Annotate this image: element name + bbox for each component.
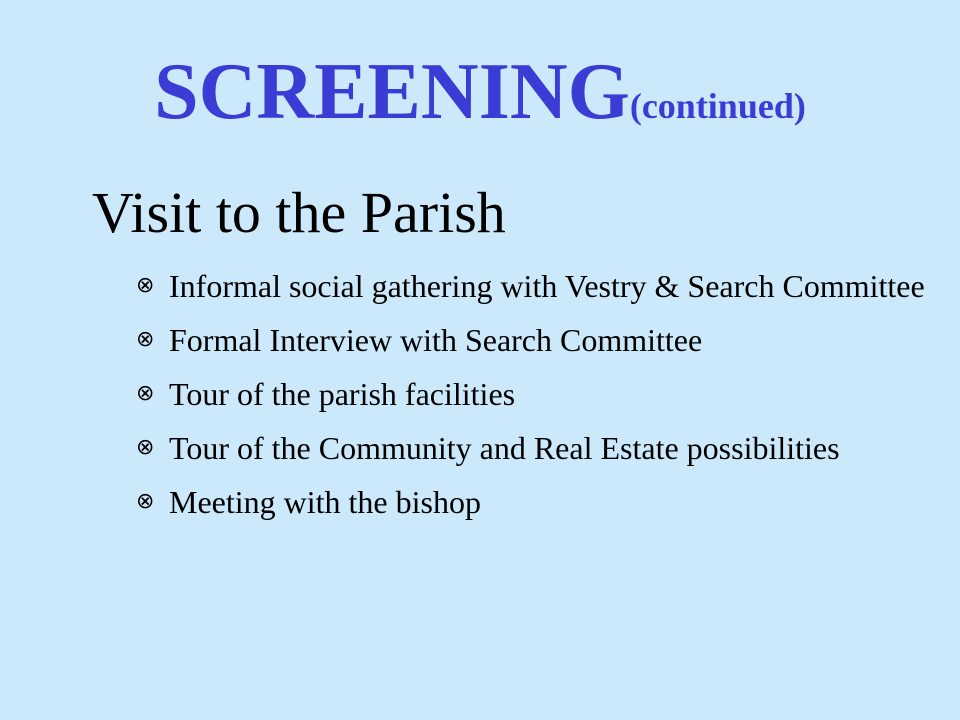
bullet-item	[136, 428, 936, 468]
bullet-text: Tour of the parish facilities	[169, 376, 516, 412]
bullet-list	[136, 266, 936, 536]
bullet-circle-icon: ⊗	[136, 435, 155, 460]
bullet-circle-icon: ⊗	[136, 327, 155, 352]
bullet-circle-icon: ⊗	[136, 381, 155, 406]
bullet-text: Meeting with the bishop	[169, 484, 481, 520]
bullet-text: Formal Interview with Search Committee	[169, 322, 703, 358]
bullet-item	[136, 266, 936, 306]
bullet-item	[136, 320, 936, 360]
bullet-circle-icon: ⊗	[136, 489, 155, 514]
bullet-text: Informal social gathering with Vestry & Search Committee	[169, 268, 925, 304]
section-heading: Visit to the Parish	[92, 180, 506, 245]
bullet-text: Tour of the Community and Real Estate possibilities	[169, 430, 840, 466]
bullet-item	[136, 482, 936, 522]
slide-title	[0, 48, 960, 136]
bullet-item	[136, 374, 936, 414]
bullet-circle-icon: ⊗	[136, 273, 155, 298]
slide-title-suffix: (continued)	[629, 86, 806, 126]
slide-title-main: SCREENING	[154, 48, 630, 136]
